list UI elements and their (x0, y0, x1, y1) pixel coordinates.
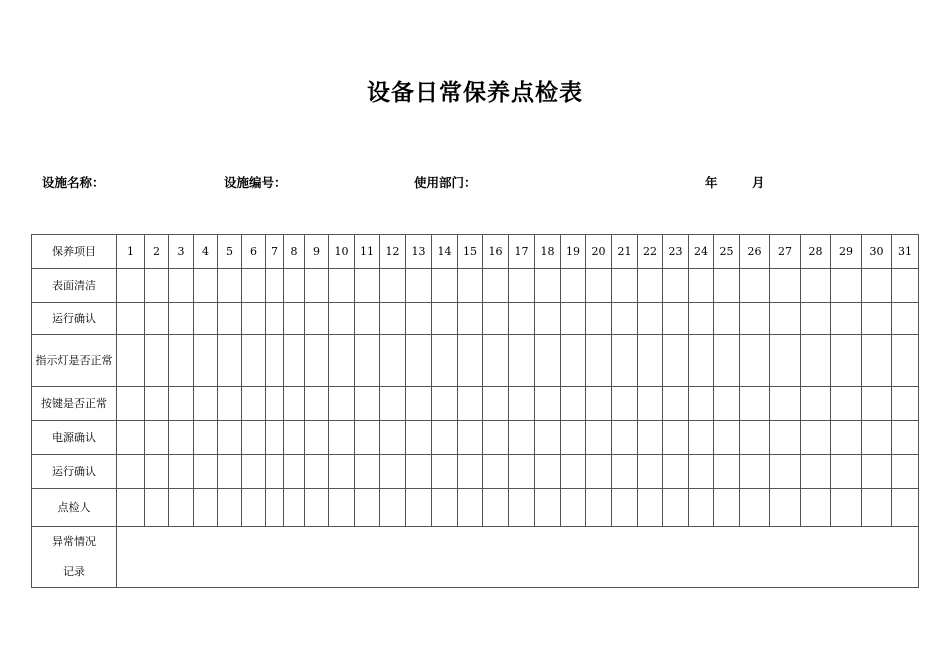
check-cell[interactable] (862, 421, 892, 455)
check-cell[interactable] (145, 455, 169, 489)
check-cell[interactable] (831, 303, 862, 335)
check-cell[interactable] (406, 421, 432, 455)
check-cell[interactable] (535, 421, 561, 455)
check-cell[interactable] (892, 489, 919, 527)
notes-row (32, 527, 919, 588)
check-cell[interactable] (284, 455, 305, 489)
check-cell[interactable] (305, 335, 329, 387)
check-cell[interactable] (740, 489, 770, 527)
check-cell[interactable] (862, 269, 892, 303)
check-cell[interactable] (801, 303, 831, 335)
check-cell[interactable] (305, 489, 329, 527)
check-cell[interactable] (266, 421, 284, 455)
check-cell[interactable] (145, 335, 169, 387)
check-cell[interactable] (218, 489, 242, 527)
check-cell[interactable] (862, 387, 892, 421)
check-cell[interactable] (535, 387, 561, 421)
check-cell[interactable] (218, 387, 242, 421)
table-row (32, 421, 919, 455)
check-cell[interactable] (242, 421, 266, 455)
check-cell[interactable] (458, 335, 483, 387)
header-item-label: 保养项目 (32, 235, 117, 269)
check-cell[interactable] (432, 269, 458, 303)
check-cell[interactable] (284, 303, 305, 335)
check-cell[interactable] (689, 421, 714, 455)
check-cell[interactable] (145, 303, 169, 335)
check-cell[interactable] (689, 489, 714, 527)
check-cell[interactable] (892, 421, 919, 455)
check-cell[interactable] (801, 387, 831, 421)
check-cell[interactable] (169, 455, 194, 489)
facility-name-label: 设施名称： (42, 175, 105, 190)
check-cell[interactable] (432, 489, 458, 527)
check-cell[interactable] (862, 489, 892, 527)
check-cell[interactable] (218, 421, 242, 455)
day-header-2: 2 (145, 235, 169, 269)
check-cell[interactable] (432, 455, 458, 489)
check-cell[interactable] (483, 387, 509, 421)
check-cell[interactable] (218, 335, 242, 387)
table-header-row (32, 235, 919, 269)
row-item-label: 运行确认 (32, 455, 117, 489)
check-cell[interactable] (266, 455, 284, 489)
check-cell[interactable] (117, 421, 145, 455)
check-cell[interactable] (770, 489, 801, 527)
check-cell[interactable] (638, 489, 663, 527)
check-cell[interactable] (612, 489, 638, 527)
check-cell[interactable] (689, 303, 714, 335)
check-cell[interactable] (194, 421, 218, 455)
check-cell[interactable] (770, 335, 801, 387)
inspection-table (31, 234, 919, 588)
check-cell[interactable] (406, 455, 432, 489)
day-header-15: 15 (458, 235, 483, 269)
check-cell[interactable] (740, 335, 770, 387)
department-label: 使用部门： (414, 175, 477, 190)
check-cell[interactable] (483, 489, 509, 527)
check-cell[interactable] (483, 335, 509, 387)
check-cell[interactable] (663, 335, 689, 387)
check-cell[interactable] (801, 269, 831, 303)
check-cell[interactable] (801, 421, 831, 455)
check-cell[interactable] (740, 421, 770, 455)
day-header-29: 29 (831, 235, 862, 269)
check-cell[interactable] (194, 303, 218, 335)
row-item-label: 按键是否正常 (32, 387, 117, 421)
check-cell[interactable] (638, 335, 663, 387)
check-cell[interactable] (117, 455, 145, 489)
check-cell[interactable] (329, 489, 355, 527)
check-cell[interactable] (380, 269, 406, 303)
check-cell[interactable] (305, 303, 329, 335)
check-cell[interactable] (458, 387, 483, 421)
check-cell[interactable] (169, 421, 194, 455)
check-cell[interactable] (483, 303, 509, 335)
check-cell[interactable] (561, 387, 586, 421)
day-header-20: 20 (586, 235, 612, 269)
check-cell[interactable] (509, 455, 535, 489)
check-cell[interactable] (380, 489, 406, 527)
check-cell[interactable] (194, 489, 218, 527)
day-header-24: 24 (689, 235, 714, 269)
check-cell[interactable] (266, 269, 284, 303)
check-cell[interactable] (586, 421, 612, 455)
check-cell[interactable] (831, 335, 862, 387)
check-cell[interactable] (117, 269, 145, 303)
check-cell[interactable] (483, 421, 509, 455)
check-cell[interactable] (406, 387, 432, 421)
row-item-label: 指示灯是否正常 (32, 335, 117, 387)
notes-label (32, 527, 117, 588)
check-cell[interactable] (284, 387, 305, 421)
check-cell[interactable] (432, 387, 458, 421)
check-cell[interactable] (509, 303, 535, 335)
check-cell[interactable] (831, 421, 862, 455)
check-cell[interactable] (117, 335, 145, 387)
table-row (32, 303, 919, 335)
day-header-10: 10 (329, 235, 355, 269)
check-cell[interactable] (329, 455, 355, 489)
check-cell[interactable] (740, 303, 770, 335)
day-header-27: 27 (770, 235, 801, 269)
page-title: 设备日常保养点检表 (367, 80, 583, 106)
row-item-label: 电源确认 (32, 421, 117, 455)
day-header-18: 18 (535, 235, 561, 269)
row-item-label: 运行确认 (32, 303, 117, 335)
check-cell[interactable] (194, 269, 218, 303)
check-cell[interactable] (586, 303, 612, 335)
day-header-22: 22 (638, 235, 663, 269)
check-cell[interactable] (329, 387, 355, 421)
check-cell[interactable] (561, 303, 586, 335)
table-row (32, 269, 919, 303)
check-cell[interactable] (638, 455, 663, 489)
check-cell[interactable] (831, 455, 862, 489)
check-cell[interactable] (770, 303, 801, 335)
check-cell[interactable] (194, 335, 218, 387)
check-cell[interactable] (862, 335, 892, 387)
check-cell[interactable] (355, 455, 380, 489)
check-cell[interactable] (329, 303, 355, 335)
check-cell[interactable] (169, 269, 194, 303)
check-cell[interactable] (284, 269, 305, 303)
check-cell[interactable] (242, 455, 266, 489)
check-cell[interactable] (242, 303, 266, 335)
day-header-11: 11 (355, 235, 380, 269)
check-cell[interactable] (266, 387, 284, 421)
check-cell[interactable] (509, 489, 535, 527)
check-cell[interactable] (586, 489, 612, 527)
check-cell[interactable] (862, 303, 892, 335)
day-header-31: 31 (892, 235, 919, 269)
table-row (32, 489, 919, 527)
check-cell[interactable] (892, 335, 919, 387)
day-header-3: 3 (169, 235, 194, 269)
check-cell[interactable] (266, 489, 284, 527)
day-header-23: 23 (663, 235, 689, 269)
check-cell[interactable] (561, 421, 586, 455)
check-cell[interactable] (509, 387, 535, 421)
check-cell[interactable] (145, 269, 169, 303)
check-cell[interactable] (305, 269, 329, 303)
check-cell[interactable] (586, 387, 612, 421)
check-cell[interactable] (329, 421, 355, 455)
check-cell[interactable] (586, 455, 612, 489)
check-cell[interactable] (483, 455, 509, 489)
day-header-21: 21 (612, 235, 638, 269)
check-cell[interactable] (145, 421, 169, 455)
check-cell[interactable] (284, 335, 305, 387)
day-header-16: 16 (483, 235, 509, 269)
check-cell[interactable] (638, 387, 663, 421)
check-cell[interactable] (586, 335, 612, 387)
check-cell[interactable] (117, 303, 145, 335)
check-cell[interactable] (689, 335, 714, 387)
check-cell[interactable] (406, 335, 432, 387)
check-cell[interactable] (638, 421, 663, 455)
check-cell[interactable] (689, 269, 714, 303)
check-cell[interactable] (329, 335, 355, 387)
check-cell[interactable] (831, 489, 862, 527)
check-cell[interactable] (831, 269, 862, 303)
day-header-8: 8 (284, 235, 305, 269)
check-cell[interactable] (458, 303, 483, 335)
check-cell[interactable] (458, 269, 483, 303)
check-cell[interactable] (740, 455, 770, 489)
check-cell[interactable] (266, 303, 284, 335)
check-cell[interactable] (242, 269, 266, 303)
check-cell[interactable] (663, 303, 689, 335)
check-cell[interactable] (458, 489, 483, 527)
check-cell[interactable] (145, 387, 169, 421)
check-cell[interactable] (801, 455, 831, 489)
check-cell[interactable] (770, 455, 801, 489)
check-cell[interactable] (714, 421, 740, 455)
check-cell[interactable] (892, 387, 919, 421)
check-cell[interactable] (194, 387, 218, 421)
check-cell[interactable] (406, 489, 432, 527)
check-cell[interactable] (218, 303, 242, 335)
check-cell[interactable] (801, 335, 831, 387)
check-cell[interactable] (561, 335, 586, 387)
notes-field[interactable] (117, 527, 919, 588)
check-cell[interactable] (169, 387, 194, 421)
check-cell[interactable] (380, 303, 406, 335)
check-cell[interactable] (380, 335, 406, 387)
check-cell[interactable] (535, 455, 561, 489)
check-cell[interactable] (432, 421, 458, 455)
check-cell[interactable] (242, 387, 266, 421)
check-cell[interactable] (380, 455, 406, 489)
check-cell[interactable] (714, 489, 740, 527)
day-header-1: 1 (117, 235, 145, 269)
check-cell[interactable] (355, 387, 380, 421)
check-cell[interactable] (194, 455, 218, 489)
check-cell[interactable] (892, 455, 919, 489)
check-cell[interactable] (329, 269, 355, 303)
check-cell[interactable] (169, 335, 194, 387)
row-item-label: 表面清洁 (32, 269, 117, 303)
check-cell[interactable] (663, 455, 689, 489)
check-cell[interactable] (663, 269, 689, 303)
check-cell[interactable] (663, 421, 689, 455)
check-cell[interactable] (169, 303, 194, 335)
check-cell[interactable] (509, 269, 535, 303)
check-cell[interactable] (770, 421, 801, 455)
notes-label-line2: 记录 (63, 565, 85, 578)
table-row (32, 387, 919, 421)
check-cell[interactable] (689, 455, 714, 489)
table-row (32, 335, 919, 387)
table-row (32, 455, 919, 489)
day-header-5: 5 (218, 235, 242, 269)
check-cell[interactable] (740, 387, 770, 421)
day-header-14: 14 (432, 235, 458, 269)
check-cell[interactable] (561, 269, 586, 303)
check-cell[interactable] (612, 335, 638, 387)
check-cell[interactable] (612, 303, 638, 335)
check-cell[interactable] (483, 269, 509, 303)
check-cell[interactable] (169, 489, 194, 527)
check-cell[interactable] (242, 489, 266, 527)
day-header-28: 28 (801, 235, 831, 269)
check-cell[interactable] (612, 269, 638, 303)
check-cell[interactable] (145, 489, 169, 527)
check-cell[interactable] (509, 421, 535, 455)
check-cell[interactable] (586, 269, 612, 303)
check-cell[interactable] (406, 303, 432, 335)
day-header-13: 13 (406, 235, 432, 269)
check-cell[interactable] (770, 269, 801, 303)
check-cell[interactable] (638, 303, 663, 335)
check-cell[interactable] (535, 303, 561, 335)
check-cell[interactable] (284, 421, 305, 455)
day-header-19: 19 (561, 235, 586, 269)
check-cell[interactable] (740, 269, 770, 303)
day-header-9: 9 (305, 235, 329, 269)
check-cell[interactable] (355, 335, 380, 387)
check-cell[interactable] (355, 269, 380, 303)
check-cell[interactable] (509, 335, 535, 387)
check-cell[interactable] (305, 421, 329, 455)
check-cell[interactable] (535, 335, 561, 387)
check-cell[interactable] (831, 387, 862, 421)
check-cell[interactable] (242, 335, 266, 387)
check-cell[interactable] (458, 455, 483, 489)
day-header-7: 7 (266, 235, 284, 269)
day-header-17: 17 (509, 235, 535, 269)
check-cell[interactable] (535, 269, 561, 303)
day-header-30: 30 (862, 235, 892, 269)
check-cell[interactable] (892, 303, 919, 335)
check-cell[interactable] (355, 421, 380, 455)
day-header-6: 6 (242, 235, 266, 269)
check-cell[interactable] (284, 489, 305, 527)
row-item-label: 点检人 (32, 489, 117, 527)
day-header-25: 25 (714, 235, 740, 269)
check-cell[interactable] (561, 455, 586, 489)
check-cell[interactable] (266, 335, 284, 387)
notes-label-line1: 异常情况 (52, 535, 96, 548)
check-cell[interactable] (862, 455, 892, 489)
check-cell[interactable] (458, 421, 483, 455)
check-cell[interactable] (380, 387, 406, 421)
check-cell[interactable] (714, 303, 740, 335)
month-label: 月 (752, 175, 765, 190)
facility-code-label: 设施编号： (224, 175, 287, 190)
day-header-26: 26 (740, 235, 770, 269)
check-cell[interactable] (663, 387, 689, 421)
check-cell[interactable] (355, 303, 380, 335)
check-cell[interactable] (714, 269, 740, 303)
check-cell[interactable] (561, 489, 586, 527)
check-cell[interactable] (218, 455, 242, 489)
check-cell[interactable] (612, 455, 638, 489)
check-cell[interactable] (117, 489, 145, 527)
check-cell[interactable] (770, 387, 801, 421)
check-cell[interactable] (355, 489, 380, 527)
check-cell[interactable] (117, 387, 145, 421)
day-header-4: 4 (194, 235, 218, 269)
check-cell[interactable] (892, 269, 919, 303)
check-cell[interactable] (218, 269, 242, 303)
check-cell[interactable] (535, 489, 561, 527)
check-cell[interactable] (714, 455, 740, 489)
day-header-12: 12 (380, 235, 406, 269)
check-cell[interactable] (638, 269, 663, 303)
year-label: 年 (705, 175, 718, 190)
check-cell[interactable] (406, 269, 432, 303)
check-cell[interactable] (380, 421, 406, 455)
check-cell[interactable] (432, 303, 458, 335)
check-cell[interactable] (801, 489, 831, 527)
check-cell[interactable] (305, 455, 329, 489)
check-cell[interactable] (663, 489, 689, 527)
check-cell[interactable] (612, 387, 638, 421)
check-cell[interactable] (612, 421, 638, 455)
check-cell[interactable] (714, 335, 740, 387)
check-cell[interactable] (689, 387, 714, 421)
check-cell[interactable] (714, 387, 740, 421)
check-cell[interactable] (305, 387, 329, 421)
check-cell[interactable] (432, 335, 458, 387)
